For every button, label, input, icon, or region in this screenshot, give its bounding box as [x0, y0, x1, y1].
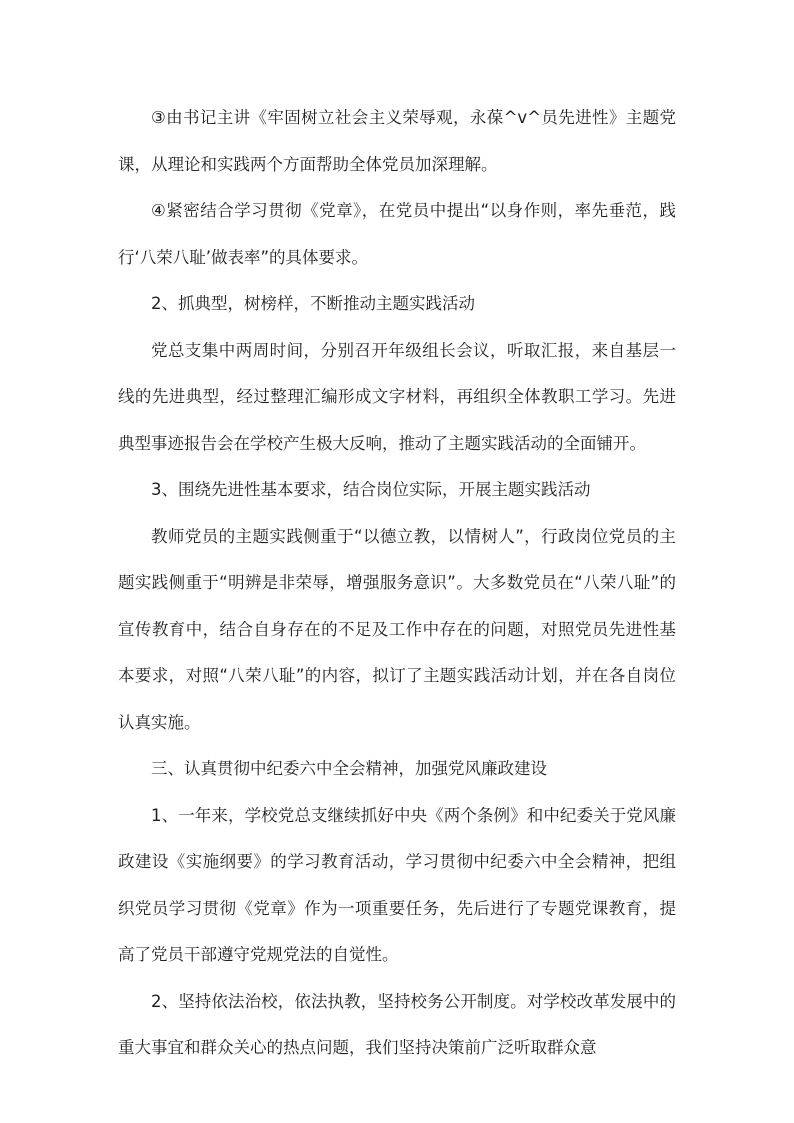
- paragraph-regulations-study: 1、一年来，学校党总支继续抓好中央《两个条例》和中纪委关于党风廉政建设《实施纲要》的学习教育活动，学习贯彻中纪委六中全会精神，把组织党员学习贯彻《党章》作为一项重要任务，先后进行了专题党课教育，提高了党员干部遵守党规党法的自觉性。: [118, 805, 676, 964]
- heading-job-practice: 3、围绕先进性基本要求，结合岗位实际，开展主题实践活动: [151, 480, 591, 499]
- paragraph-party-constitution: ④紧密结合学习贯彻《党章》，在党员中提出“以身作则，率先垂范，践行‘八荣八耻’做表率”的具体要求。: [118, 201, 676, 267]
- paragraph-rule-of-law: 2、坚持依法治校，依法执教，坚持校务公开制度。对学校改革发展中的重大事宜和群众关心的热点问题，我们坚持决策前广泛听取群众意: [118, 991, 676, 1057]
- paragraph-job-practice: 教师党员的主题实践侧重于“以德立教，以情树人”，行政岗位党员的主题实践侧重于“明辨是非荣辱，增强服务意识”。大多数党员在“八荣八耻”的宣传教育中，结合自身存在的不足及工作中存在的问题，对照党员先进性基本要求，对照“八荣八耻”的内容，拟订了主题实践活动计划，并在各自岗位认真实施。: [118, 526, 676, 732]
- paragraph-typical-models: 党总支集中两周时间，分别召开年级组长会议，听取汇报，来自基层一线的先进典型，经过整理汇编形成文字材料，再组织全体教职工学习。先进典型事迹报告会在学校产生极大反响，推动了主题实践活动的全面铺开。: [118, 340, 676, 453]
- paragraph-lecture: ③由书记主讲《牢固树立社会主义荣辱观，永葆^v^员先进性》主题党课，从理论和实践两个方面帮助全体党员加深理解。: [118, 108, 676, 174]
- document-body: [118, 95, 676, 1072]
- heading-typical-models: 2、抓典型，树榜样，不断推动主题实践活动: [151, 294, 475, 313]
- section-heading-clean-government: 三、认真贯彻中纪委六中全会精神，加强党风廉政建设: [151, 759, 547, 778]
